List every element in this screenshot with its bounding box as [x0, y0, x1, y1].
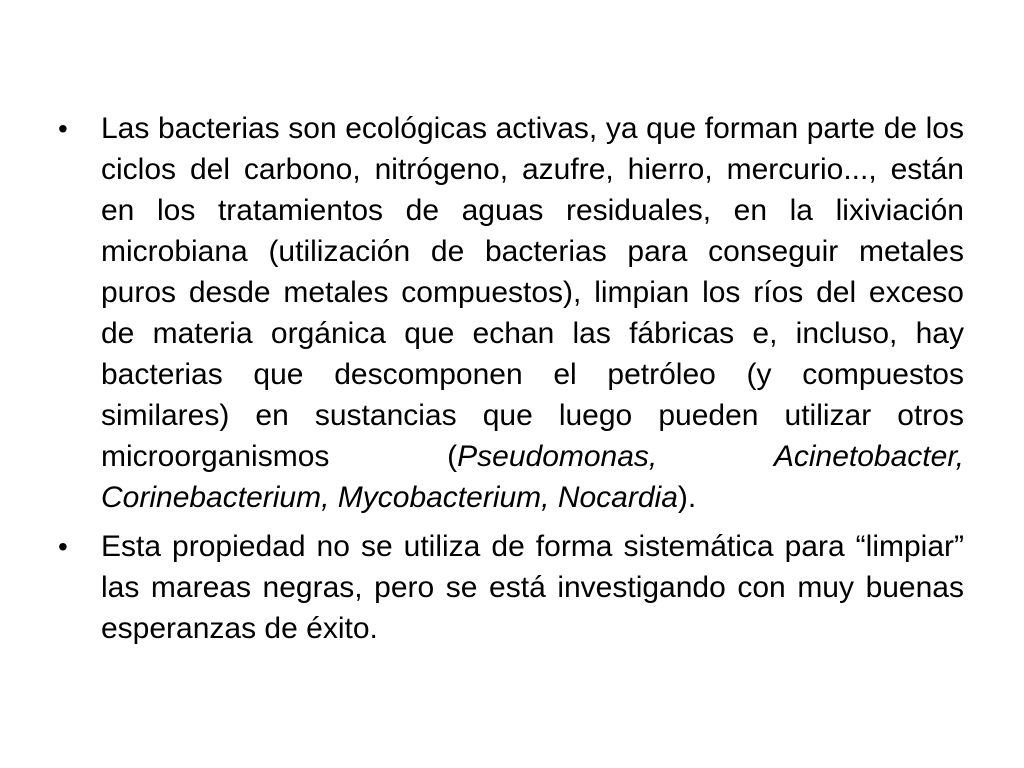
bullet-text: Esta propiedad no se utiliza de forma sistemática para “limpiar” las mareas negras, pero se está investigando con muy buenas esperanzas de éxito. — [101, 530, 964, 645]
bullet-item-bacteria-ecology — [58, 108, 964, 518]
bullet-text-end: ). — [677, 481, 697, 514]
bacteria-genus-list: Pseudomonas, Acinetobacter, Corinebacterium, Mycobacterium, Nocardia — [101, 440, 964, 514]
bullet-item-oil-spills — [58, 526, 964, 649]
bullet-list — [58, 108, 964, 657]
bullet-dot-icon: • — [58, 113, 68, 144]
bullet-text — [101, 112, 964, 514]
bullet-dot-icon: • — [58, 531, 68, 562]
bullet-text-main: Las bacterias son ecológicas activas, ya que forman parte de los ciclos del carbono, nitrógeno, azufre, hierro, mercurio..., están en los tratamientos de aguas residuales, en la lixiviación microbiana (utilización de bacterias para conseguir metales puros desde metales compuestos), limpian los ríos del exceso de materia orgánica que echan las fábricas e, incluso, hay bacterias que descomponen el petróleo (y compuestos similares) en sustancias que luego pueden utilizar otros microorganismos ( — [101, 112, 964, 473]
